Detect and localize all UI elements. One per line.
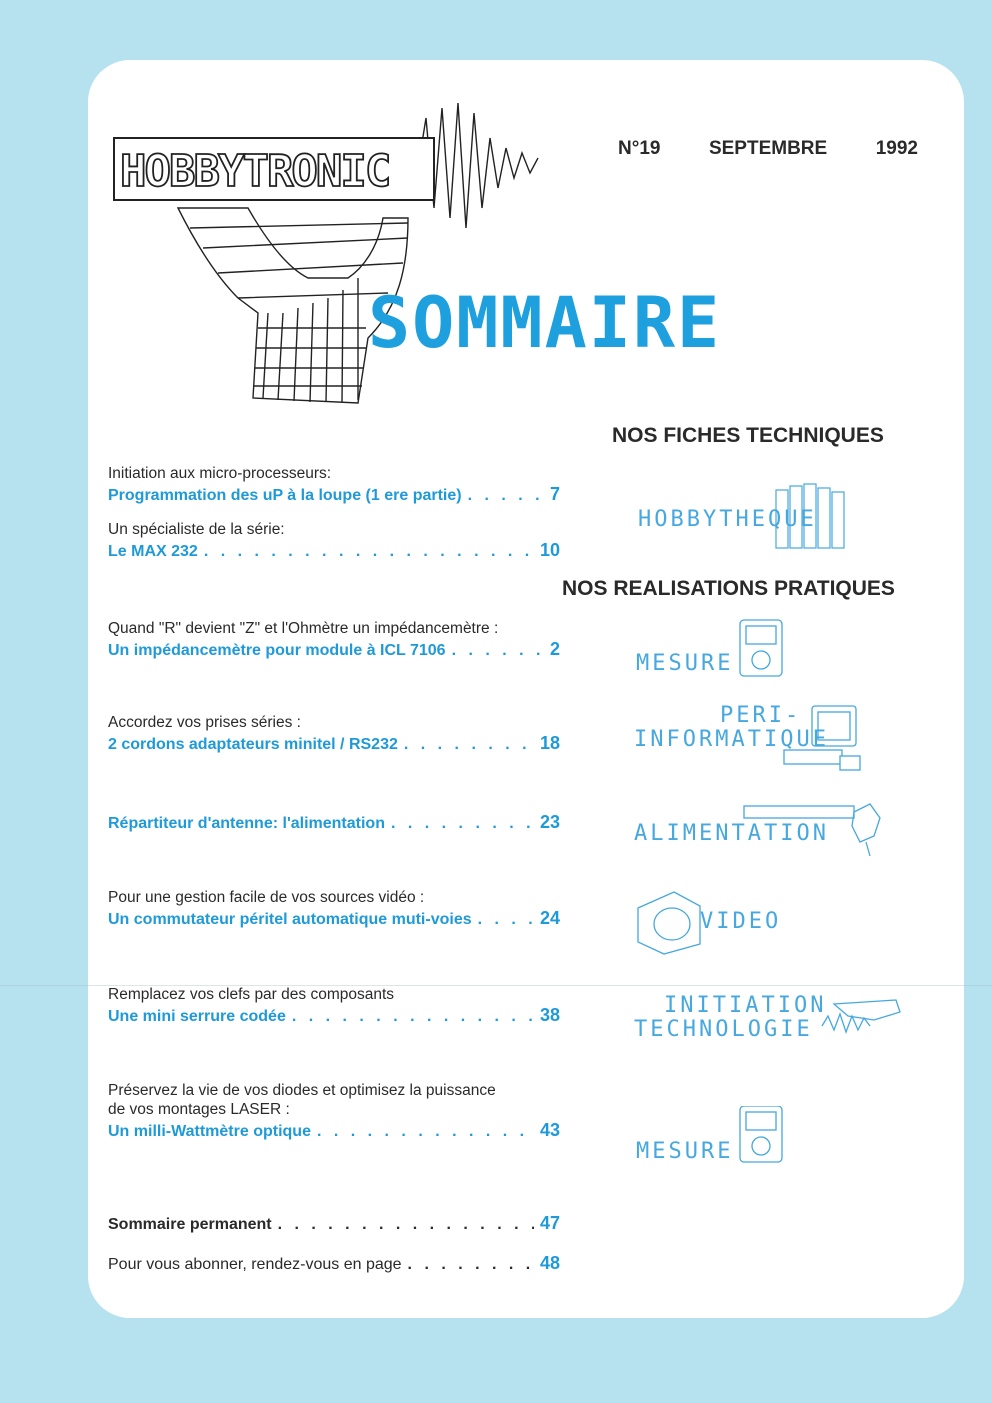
- issue-month: SEPTEMBRE: [708, 138, 828, 159]
- toc-entry[interactable]: [108, 464, 560, 507]
- entry-title: Un milli-Wattmètre optique: [108, 1123, 311, 1140]
- entry-title: 2 cordons adaptateurs minitel / RS232: [108, 736, 398, 753]
- entry-title: Un commutateur péritel automatique muti-voies: [108, 911, 472, 928]
- toc-entry[interactable]: [108, 888, 560, 931]
- entry-line: [108, 483, 560, 507]
- entry-intro: Pour une gestion facile de vos sources vidéo :: [108, 889, 425, 906]
- dot-leader: [478, 909, 534, 931]
- informatique-label: INFORMATIQUE: [634, 727, 829, 752]
- entry-line: [108, 811, 560, 835]
- page-title: SOMMAIRE: [368, 282, 722, 364]
- dot-leader: [317, 1121, 534, 1143]
- section-fiches: NOS FICHES TECHNIQUES: [612, 424, 884, 447]
- hobbytheque-label: HOBBYTHEQUE: [638, 507, 817, 532]
- entry-intro: Un spécialiste de la série:: [108, 521, 285, 538]
- entry-page: 23: [539, 812, 560, 832]
- entry-page: 38: [539, 1005, 560, 1025]
- entry-line: [108, 732, 560, 756]
- technologie-label: TECHNOLOGIE: [634, 1017, 813, 1042]
- entry-page: 48: [539, 1253, 560, 1273]
- dot-leader: [452, 640, 544, 662]
- entry-line: [108, 1004, 560, 1028]
- entry-page: 43: [539, 1120, 560, 1140]
- toc-entry[interactable]: [108, 1081, 560, 1143]
- entry-page: 24: [539, 908, 560, 928]
- issue-number: N°19: [618, 138, 661, 159]
- entry-intro-2: de vos montages LASER :: [108, 1101, 290, 1118]
- dot-leader: [468, 485, 544, 507]
- entry-page: 47: [539, 1213, 560, 1233]
- issue-year: 1992: [875, 138, 918, 159]
- entry-title: Le MAX 232: [108, 543, 198, 560]
- dot-leader: [408, 1254, 534, 1276]
- entry-page: 7: [549, 484, 560, 504]
- entry-line: [108, 1252, 560, 1276]
- dot-leader: [204, 541, 534, 563]
- peri-label: PERI-: [720, 703, 802, 728]
- section-realisations: NOS REALISATIONS PRATIQUES: [562, 577, 895, 600]
- entry-line: [108, 539, 560, 563]
- entry-line: [108, 638, 560, 662]
- entry-page: 18: [539, 733, 560, 753]
- toc-entry[interactable]: [108, 1252, 560, 1276]
- alimentation-label: ALIMENTATION: [634, 821, 829, 846]
- entry-page: 2: [549, 639, 560, 659]
- dot-leader: [278, 1214, 534, 1236]
- initiation-label: INITIATION: [664, 993, 827, 1018]
- logo-text: HOBBYTRONIC: [120, 146, 390, 197]
- toc-entry[interactable]: [108, 619, 560, 662]
- issue-info: [618, 138, 918, 160]
- dot-leader: [404, 734, 534, 756]
- toc-entry[interactable]: [108, 811, 560, 835]
- entry-title: Répartiteur d'antenne: l'alimentation: [108, 815, 385, 832]
- entry-intro: Remplacez vos clefs par des composants: [108, 986, 395, 1003]
- dot-leader: [391, 813, 534, 835]
- mesure-label: MESURE: [636, 651, 734, 676]
- mesure-label: MESURE: [636, 1139, 734, 1164]
- dot-leader: [292, 1006, 534, 1028]
- entry-title: Sommaire permanent: [108, 1216, 272, 1233]
- toc-entry[interactable]: [108, 1212, 560, 1236]
- toc-entry[interactable]: [108, 520, 560, 563]
- entry-title: Un impédancemètre pour module à ICL 7106: [108, 642, 446, 659]
- entry-intro: Accordez vos prises séries :: [108, 714, 301, 731]
- entry-page: 10: [539, 540, 560, 560]
- entry-intro: Initiation aux micro-processeurs:: [108, 465, 332, 482]
- entry-title: Une mini serrure codée: [108, 1008, 286, 1025]
- toc-entry[interactable]: [108, 985, 560, 1028]
- video-label: VIDEO: [700, 909, 782, 934]
- entry-line: [108, 1212, 560, 1236]
- entry-title: Programmation des uP à la loupe (1 ere partie): [108, 487, 462, 504]
- entry-line: [108, 907, 560, 931]
- entry-intro: Préservez la vie de vos diodes et optimisez la puissance: [108, 1082, 496, 1099]
- entry-intro: Quand "R" devient "Z" et l'Ohmètre un impédancemètre :: [108, 620, 499, 637]
- toc-entry[interactable]: [108, 713, 560, 756]
- entry-line: [108, 1119, 560, 1143]
- entry-title: Pour vous abonner, rendez-vous en page: [108, 1256, 402, 1273]
